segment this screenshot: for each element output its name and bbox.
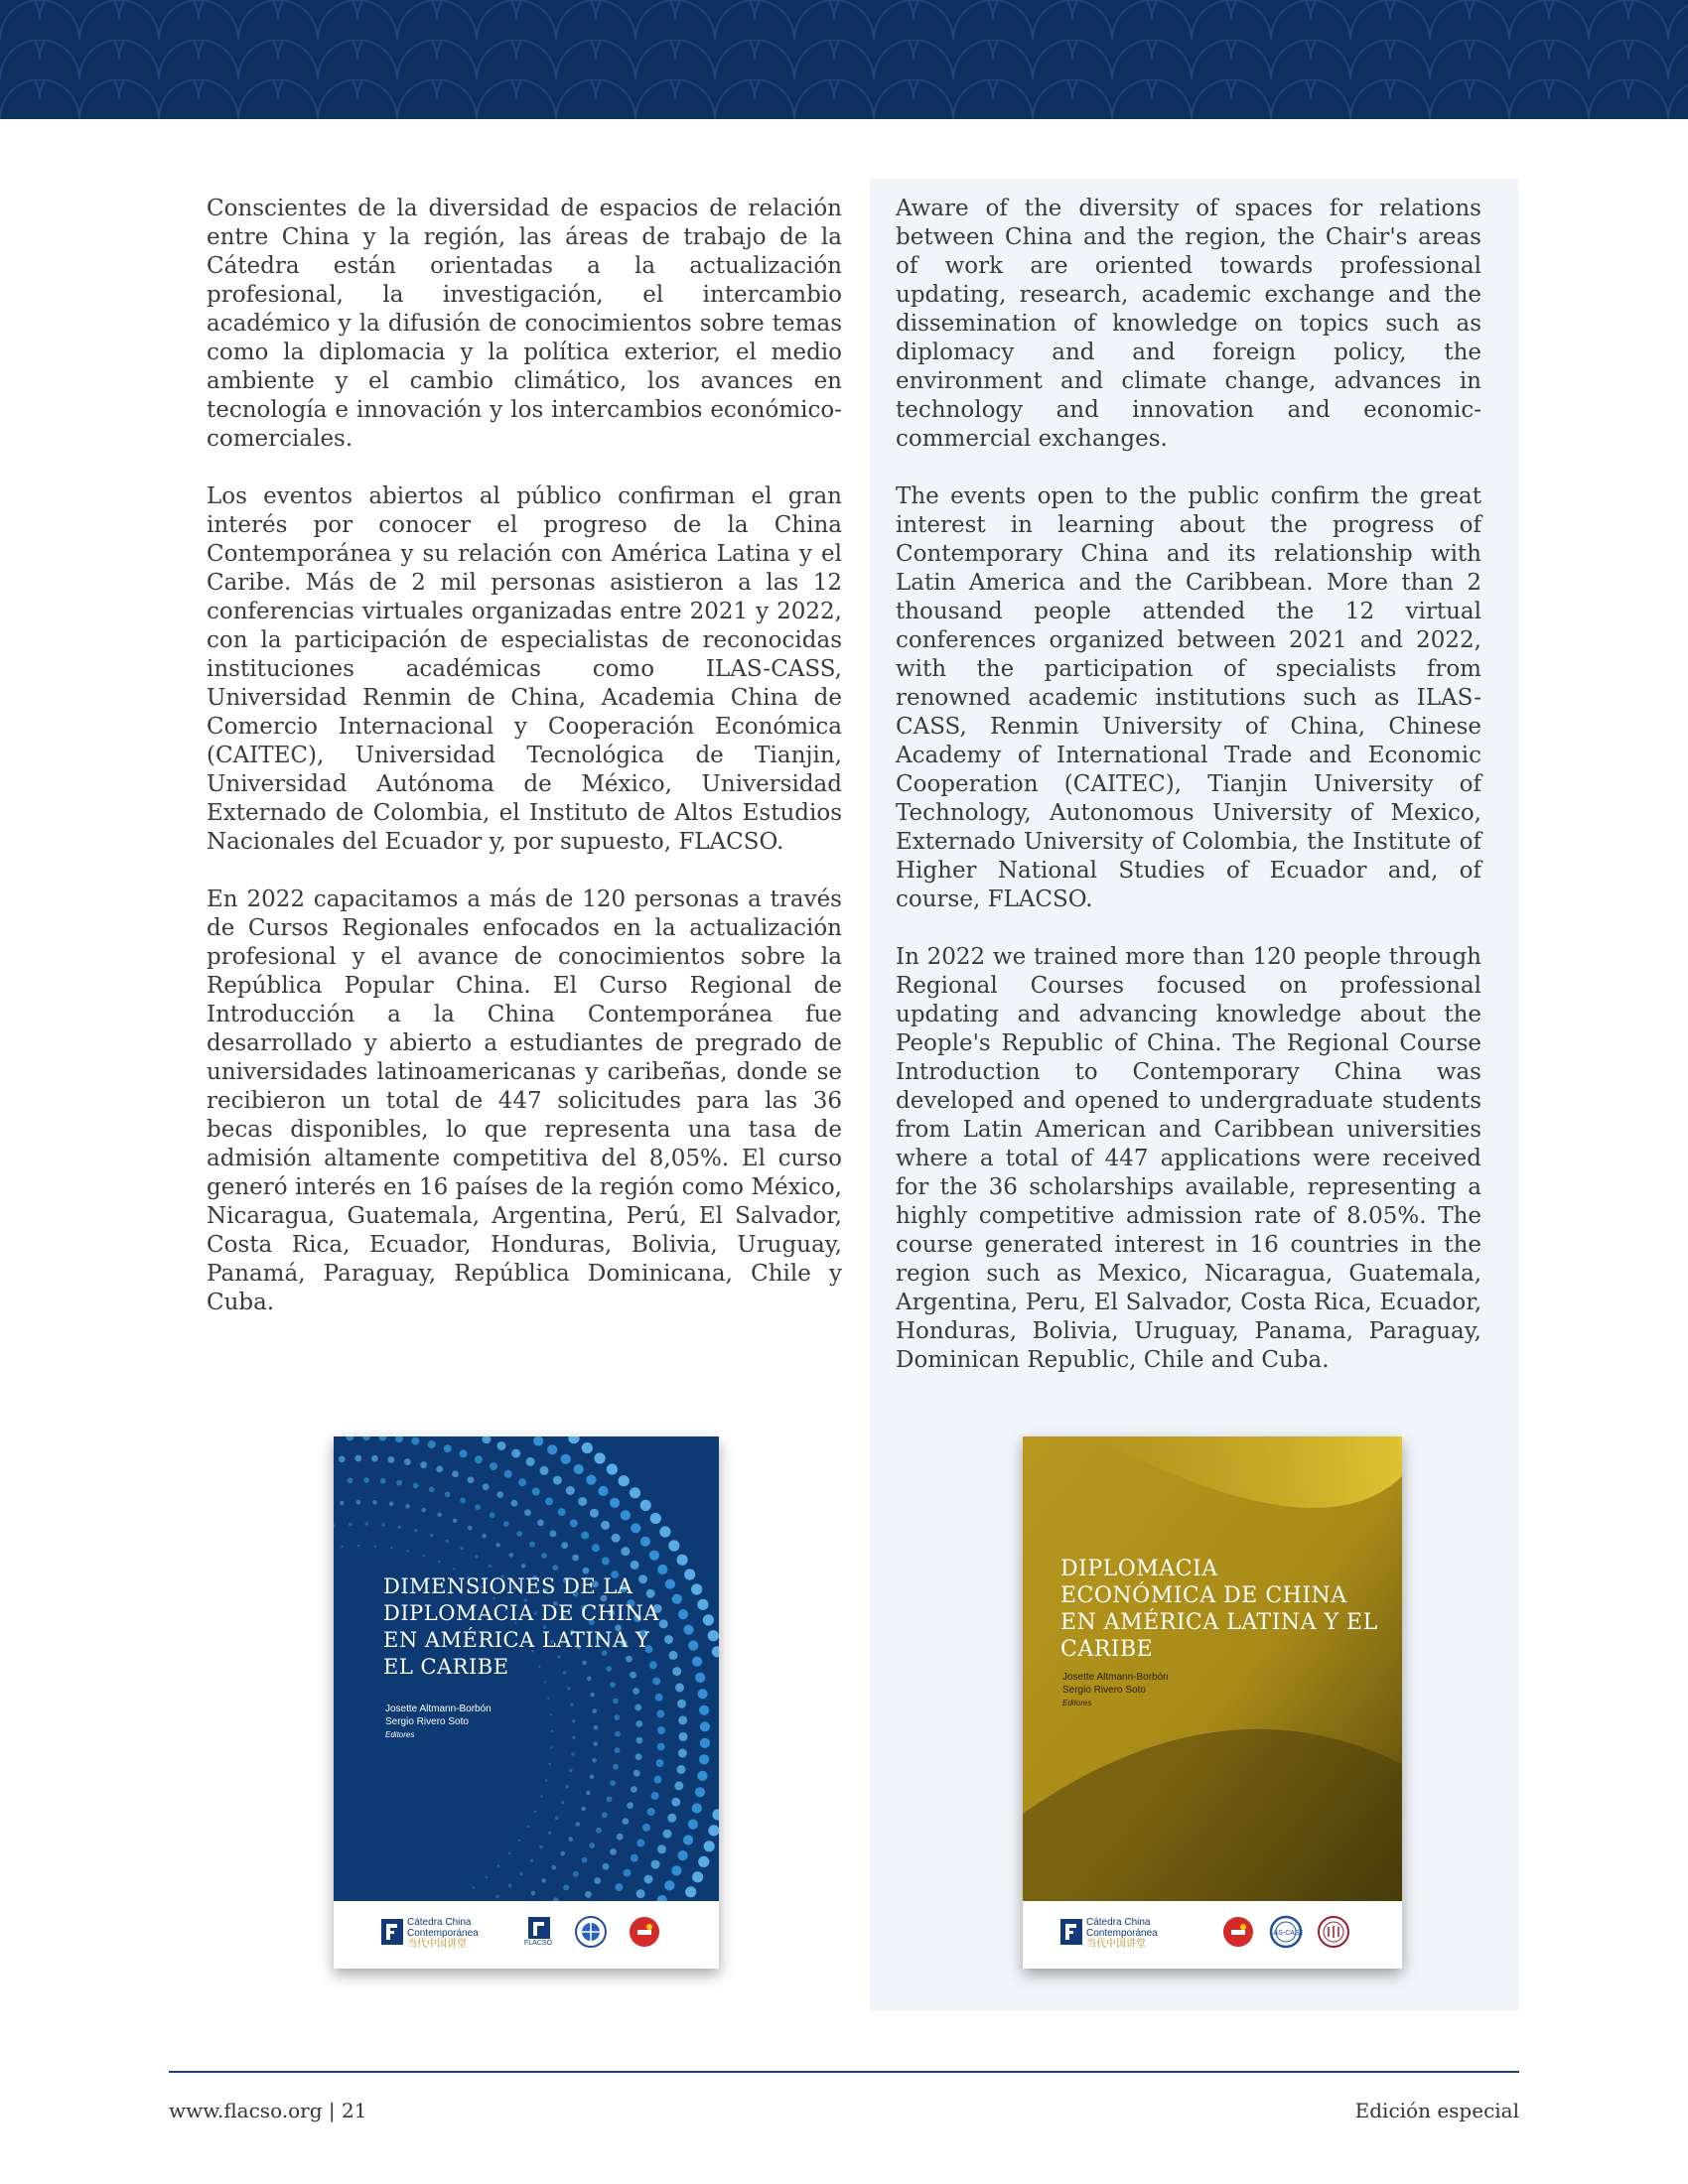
- decorative-dot: [541, 1878, 546, 1883]
- decorative-dot: [610, 1682, 616, 1688]
- decorative-dot: [697, 1771, 707, 1781]
- decorative-dot: [437, 1513, 442, 1518]
- decorative-dot: [621, 1547, 630, 1556]
- decorative-dot: [572, 1719, 576, 1723]
- decorative-dot: [379, 1436, 387, 1441]
- decorative-dot: [582, 1442, 593, 1453]
- spanish-paragraph-3: En 2022 capacitamos a más de 120 personas a través de Cursos Regionales enfocados en la actualización profesional y el avance de conocimientos sobre la República Popular China. El Curso Regional de Introducción a la China Contemporánea fue desarrollado y abierto a estudiantes de pregrado de universidades latinoamericanas y caribeñas, donde se recibieron un total de 447 solicitudes para las 36 becas disponibles, lo que representa una tasa de admisión altamente competitiva del 8,05%. El curso generó interés en 16 países de la región como México, Nicaragua, Guatemala, Argentina, Perú, El Salvador, Costa Rica, Ecuador, Honduras, Bolivia, Uruguay, Panamá, Paraguay, República Dominicana, Chile y Cuba.: [207, 887, 842, 1315]
- decorative-dot: [563, 1885, 569, 1891]
- decorative-dot: [519, 1871, 523, 1875]
- decorative-dot: [700, 1721, 710, 1731]
- decorative-dot: [703, 1614, 714, 1625]
- decorative-dot: [398, 1525, 402, 1529]
- university-seal-icon: [1317, 1915, 1350, 1949]
- book-editors: [385, 1703, 492, 1741]
- decorative-dot: [692, 1657, 702, 1667]
- decorative-dot: [674, 1781, 683, 1790]
- decorative-dot: [495, 1543, 500, 1548]
- decorative-dot: [356, 1500, 361, 1505]
- spanish-column: [207, 195, 842, 1346]
- decorative-dot: [511, 1500, 518, 1507]
- decorative-dot: [712, 1809, 719, 1820]
- decorative-dot: [413, 1483, 419, 1489]
- decorative-dot: [558, 1508, 566, 1516]
- decorative-dot: [636, 1840, 644, 1847]
- catedra-logo: [1060, 1917, 1170, 1953]
- decorative-dot: [555, 1816, 559, 1820]
- decorative-dot: [650, 1513, 661, 1524]
- decorative-dot: [610, 1848, 617, 1855]
- decorative-dot: [647, 1808, 655, 1816]
- decorative-dot: [482, 1534, 487, 1539]
- decorative-dot: [561, 1851, 566, 1856]
- decorative-dot: [640, 1537, 650, 1547]
- decorative-dot: [511, 1449, 520, 1458]
- decorative-dot: [602, 1812, 608, 1818]
- decorative-dot: [657, 1844, 666, 1853]
- editor-name: Josette Altmann-Borbón: [1062, 1672, 1169, 1683]
- catedra-logo: [381, 1917, 491, 1953]
- decorative-dot: [634, 1705, 641, 1711]
- decorative-dot: [695, 1787, 705, 1797]
- decorative-dot: [508, 1883, 512, 1887]
- decorative-dot: [548, 1831, 552, 1835]
- decorative-dot: [708, 1630, 719, 1641]
- decorative-dot: [346, 1436, 353, 1440]
- decorative-dot: [568, 1436, 579, 1443]
- decorative-dot: [595, 1452, 606, 1463]
- english-paragraph-2: The events open to the public confirm the great interest in learning about the progress of Contemporary China and its relationship with Latin America and the Caribbean. More than 2 thousand people attended the 12 virtual conferences organized between 2021 and 2022, with the participation of specialists from renowned academic institutions such as ILAS-CASS, Renmin University of China, Chinese Academy of International Trade and Economic Cooperation (CAITEC), Tianjin University of Technology, Autonomous University of Mexico, Externado University of Colombia, the Institute of Higher National Studies of Ecuador and, of course, FLACSO.: [896, 483, 1481, 912]
- decorative-dot: [655, 1694, 663, 1702]
- decorative-dot: [635, 1753, 642, 1760]
- decorative-dot: [460, 1498, 466, 1504]
- decorative-dot: [547, 1698, 549, 1700]
- decorative-dot: [581, 1532, 589, 1540]
- decorative-dot: [677, 1765, 686, 1774]
- decorative-dot: [395, 1436, 403, 1442]
- decorative-dot: [389, 1501, 394, 1506]
- logo-line: Cátedra China: [407, 1917, 472, 1928]
- decorative-dot: [420, 1461, 427, 1468]
- decorative-dot: [708, 1825, 719, 1836]
- decorative-dot: [651, 1792, 659, 1800]
- decorative-dot: [610, 1498, 620, 1508]
- decorative-dot: [444, 1444, 452, 1452]
- decorative-dot: [667, 1814, 676, 1823]
- decorative-dot: [445, 1492, 451, 1498]
- flacso-mark-icon: [1060, 1919, 1082, 1945]
- decorative-dot: [615, 1883, 623, 1891]
- decorative-dot: [423, 1555, 425, 1557]
- decorative-dot: [390, 1547, 392, 1549]
- decorative-dot: [621, 1510, 631, 1520]
- decorative-dot: [671, 1798, 680, 1807]
- decorative-dot: [380, 1478, 386, 1484]
- logo-chinese: 当代中国讲堂: [407, 1939, 467, 1950]
- decorative-dot: [678, 1715, 687, 1724]
- decorative-dot: [362, 1436, 370, 1440]
- decorative-dot: [483, 1483, 490, 1490]
- cover-logo-strip: [1023, 1901, 1402, 1969]
- decorative-dot: [365, 1522, 369, 1526]
- decorative-dot: [550, 1713, 552, 1715]
- decorative-dot: [657, 1726, 665, 1734]
- decorative-dot: [592, 1544, 600, 1552]
- decorative-dot: [516, 1531, 522, 1537]
- decorative-dot: [631, 1561, 639, 1570]
- decorative-dot: [524, 1509, 531, 1516]
- decorative-dot: [578, 1497, 587, 1506]
- decorative-dot: [533, 1436, 543, 1446]
- decorative-dot: [363, 1477, 369, 1483]
- decorative-dot: [490, 1512, 495, 1518]
- decorative-dot: [692, 1871, 703, 1882]
- decorative-dot: [468, 1476, 475, 1483]
- logo-chinese: 当代中国讲堂: [1086, 1939, 1146, 1950]
- header-wave-band: [0, 0, 1688, 119]
- decorative-dot: [627, 1802, 633, 1809]
- decorative-dot: [594, 1742, 599, 1747]
- decorative-dot: [603, 1863, 610, 1870]
- decorative-dot: [651, 1860, 660, 1869]
- decorative-dot: [633, 1688, 639, 1695]
- decorative-dot: [692, 1803, 702, 1813]
- logo-line: Contemporánea: [1086, 1928, 1158, 1939]
- decorative-dot: [615, 1714, 621, 1720]
- decorative-dot: [594, 1877, 601, 1884]
- university-seal: [1317, 1915, 1350, 1949]
- decorative-dot: [396, 1480, 402, 1486]
- decorative-dot: [407, 1550, 409, 1552]
- english-column: [896, 195, 1481, 1404]
- decorative-dot: [677, 1555, 688, 1566]
- decorative-dot: [663, 1830, 672, 1839]
- book-editors: [1062, 1671, 1169, 1709]
- decorative-dot: [688, 1820, 698, 1830]
- decorative-dot: [644, 1875, 653, 1884]
- decorative-dot: [475, 1555, 479, 1559]
- decorative-dot: [617, 1834, 624, 1841]
- decorative-dot: [695, 1673, 705, 1683]
- seal-text: ILAS-CASS: [1269, 1930, 1303, 1937]
- decorative-dot: [436, 1465, 443, 1472]
- decorative-dot: [530, 1859, 534, 1863]
- decorative-dot: [683, 1625, 693, 1635]
- decorative-dot: [473, 1886, 475, 1888]
- decorative-dot: [615, 1731, 621, 1737]
- decorative-dot: [664, 1880, 674, 1890]
- decorative-dot: [590, 1509, 599, 1518]
- decorative-dot: [679, 1732, 688, 1741]
- decorative-dot: [445, 1540, 449, 1544]
- decorative-dot: [429, 1487, 435, 1493]
- cover-logo-strip: [334, 1901, 719, 1969]
- decorative-dot: [678, 1749, 687, 1758]
- decorative-dot: [610, 1780, 616, 1786]
- decorative-dot: [596, 1828, 602, 1834]
- red-emblem-icon: [1221, 1915, 1255, 1949]
- decorative-dot: [594, 1725, 599, 1730]
- decorative-dot: [548, 1763, 550, 1765]
- decorative-dot: [615, 1747, 621, 1753]
- decorative-dot: [570, 1703, 574, 1706]
- decorative-dot: [573, 1871, 579, 1877]
- decorative-dot: [598, 1486, 608, 1496]
- decorative-dot: [348, 1478, 353, 1484]
- decorative-dot: [569, 1837, 574, 1842]
- decorative-dot: [341, 1546, 343, 1548]
- decorative-dot: [374, 1545, 376, 1547]
- decorative-dot: [497, 1441, 506, 1450]
- decorative-dot: [640, 1500, 651, 1511]
- decorative-dot: [518, 1840, 520, 1842]
- decorative-dot: [678, 1850, 688, 1860]
- decorative-dot: [699, 1706, 709, 1715]
- decorative-dot: [518, 1478, 526, 1486]
- book-title: DIMENSIONES DE LA DIPLOMACIA DE CHINA EN AMÉRICA LATINA Y EL CARIBE: [383, 1574, 659, 1679]
- decorative-dot: [561, 1801, 565, 1805]
- decorative-dot: [635, 1720, 642, 1727]
- decorative-dot: [567, 1687, 571, 1691]
- decorative-dot: [677, 1700, 686, 1708]
- decorative-dot: [438, 1561, 440, 1563]
- decorative-dot: [428, 1440, 436, 1448]
- editor-name: Sergio Rivero Soto: [385, 1716, 469, 1727]
- decorative-dot: [576, 1822, 581, 1827]
- decorative-dot: [566, 1785, 570, 1789]
- partner-seal: [1221, 1915, 1255, 1949]
- decorative-dot: [631, 1523, 640, 1533]
- decorative-dot: [551, 1865, 556, 1870]
- decorative-dot: [675, 1683, 684, 1692]
- decorative-dot: [532, 1488, 540, 1496]
- decorative-dot: [570, 1520, 578, 1528]
- decorative-dot: [590, 1693, 595, 1698]
- decorative-dot: [685, 1886, 696, 1897]
- editor-name: Josette Altmann-Borbón: [385, 1704, 492, 1714]
- decorative-dot: [636, 1889, 645, 1898]
- decorative-dot: [349, 1523, 352, 1527]
- decorative-dot: [624, 1869, 632, 1877]
- decorative-dot: [656, 1709, 664, 1717]
- decorative-dot: [414, 1529, 418, 1533]
- footer-url-page-number: www.flacso.org | 21: [169, 2099, 367, 2122]
- decorative-dot: [405, 1504, 410, 1509]
- decorative-dot: [475, 1504, 481, 1510]
- decorative-dot: [698, 1689, 708, 1699]
- decorative-dot: [633, 1770, 640, 1777]
- book-title: DIPLOMACIA ECONÓMICA DE CHINA EN AMÉRICA LATINA Y EL CARIBE: [1060, 1557, 1378, 1662]
- decorative-dot: [561, 1542, 568, 1549]
- decorative-dot: [691, 1583, 702, 1594]
- decorative-dot: [553, 1476, 562, 1485]
- decorative-dot: [612, 1534, 621, 1543]
- decorative-dot: [671, 1865, 681, 1875]
- decorative-dot: [495, 1895, 499, 1899]
- decorative-dot: [550, 1746, 552, 1748]
- decorative-dot: [593, 1708, 598, 1713]
- partner-seal: [628, 1915, 661, 1949]
- editors-label: Editores: [385, 1730, 415, 1739]
- decorative-dot: [571, 1752, 575, 1756]
- flacso-logo: [522, 1915, 556, 1949]
- decorative-dot: [688, 1641, 698, 1651]
- decorative-dot: [496, 1491, 503, 1498]
- decorative-dot: [404, 1458, 411, 1465]
- footer-divider: [169, 2071, 1519, 2073]
- red-emblem-icon: [628, 1915, 661, 1949]
- ilas-cass-seal-icon: [1269, 1915, 1303, 1949]
- decorative-dot: [712, 1646, 719, 1657]
- decorative-dot: [613, 1764, 619, 1770]
- flacso-mark-icon: [381, 1919, 403, 1945]
- partner-seal: [574, 1915, 608, 1949]
- decorative-dot: [698, 1856, 709, 1867]
- decorative-dot: [704, 1841, 715, 1851]
- decorative-dot: [668, 1540, 679, 1551]
- decorative-dot: [654, 1776, 662, 1784]
- decorative-dot: [630, 1487, 640, 1498]
- decorative-dot: [540, 1466, 549, 1475]
- flacso-label: FLACSO: [524, 1940, 553, 1947]
- decorative-dot: [372, 1500, 377, 1505]
- decorative-dot: [590, 1775, 595, 1780]
- editor-name: Sergio Rivero Soto: [1062, 1685, 1146, 1696]
- decorative-dot: [489, 1565, 492, 1569]
- decorative-dot: [521, 1564, 526, 1569]
- ilas-cass-seal: [1269, 1915, 1303, 1949]
- logo-line: Cátedra China: [1086, 1917, 1151, 1928]
- decorative-dot: [700, 1738, 710, 1748]
- decorative-dot: [527, 1826, 529, 1828]
- decorative-dot: [586, 1791, 591, 1796]
- decorative-dot: [592, 1758, 597, 1763]
- decorative-dot: [572, 1555, 579, 1562]
- decorative-dot: [475, 1455, 483, 1463]
- decorative-dot: [607, 1464, 618, 1475]
- decorative-dot: [574, 1464, 584, 1474]
- editors-label: Editores: [1062, 1699, 1092, 1707]
- decorative-dot: [566, 1486, 575, 1495]
- decorative-dot: [490, 1462, 497, 1470]
- decorative-dot: [642, 1824, 650, 1832]
- logo-line: Contemporánea: [407, 1928, 479, 1939]
- decorative-dot: [569, 1769, 573, 1773]
- decorative-dot: [649, 1551, 659, 1561]
- decorative-dot: [601, 1521, 610, 1530]
- decorative-dot: [552, 1565, 558, 1570]
- decorative-dot: [371, 1455, 378, 1462]
- decorative-dot: [411, 1437, 419, 1445]
- decorative-dot: [613, 1699, 619, 1705]
- decorative-dot: [683, 1835, 693, 1844]
- decorative-dot: [543, 1681, 545, 1683]
- spanish-paragraph-2: Los eventos abiertos al público confirman el gran interés por conocer el progreso de la China Contemporánea y su relación con América Latina y el Caribe. Más de 2 mil personas asistieron a las 12 conferencias virtuales organizadas entre 2021 y 2022, con la participación de especialistas de reconocidas instituciones académicas como ILAS-CASS, Universidad Renmin de China, Academia China de Comercio Internacional y Cooperación Económica (CAITEC), Universidad Tecnológica de Tianjin, Universidad Autónoma de México, Universidad Externado de Colombia, el Instituto de Altos Estudios Nacionales del Ecuador y, por supuesto, FLACSO.: [207, 483, 842, 855]
- english-paragraph-3: In 2022 we trained more than 120 people through Regional Courses focused on professional updating and advancing knowledge about the People's Republic of China. The Regional Course Introduction to Contemporary China was developed and opened to undergraduate students from Latin American and Caribbean universities where a total of 447 applications were received for the 36 scholarships available, representing a highly competitive admission rate of 8.05%. The course generated interest in 16 countries in the region such as Mexico, Nicaragua, Guatemala, Argentina, Peru, El Salvador, Costa Rica, Ecuador, Honduras, Bolivia, Uruguay, Panama, Paraguay, Dominican Republic, Chile and Cuba.: [896, 944, 1481, 1373]
- decorative-dot: [482, 1436, 491, 1443]
- decorative-dot: [537, 1520, 544, 1527]
- decorative-dot: [497, 1865, 499, 1867]
- decorative-dot: [486, 1876, 488, 1878]
- decorative-dot: [340, 1501, 345, 1506]
- decorative-dot: [534, 1811, 536, 1813]
- footer-edition-label: Edición especial: [1354, 2099, 1519, 2122]
- decorative-dot: [589, 1843, 595, 1848]
- decorative-dot: [561, 1454, 571, 1464]
- decorative-dot: [504, 1470, 512, 1478]
- decorative-dot: [453, 1519, 458, 1524]
- decorative-dot: [659, 1526, 670, 1537]
- decorative-dot: [699, 1754, 709, 1764]
- wave-pattern: [0, 0, 1688, 119]
- decorative-dot: [453, 1568, 455, 1570]
- decorative-dot: [540, 1795, 542, 1797]
- decorative-dot: [697, 1599, 708, 1610]
- decorative-dot: [684, 1569, 695, 1579]
- decorative-dot: [430, 1534, 434, 1538]
- book-cover-diplomacy-dimensions: [334, 1436, 719, 1969]
- decorative-dot: [547, 1444, 557, 1454]
- spanish-paragraph-1: Conscientes de la diversidad de espacios de relación entre China y la región, las áreas de trabajo de la Cátedra están orientadas a la actualización profesional, la investigación, el intercambio académico y la difusión de conocimientos sobre temas como la diplomacia y la política exterior, el medio ambiente y el cambio climático, los avances en tecnología e innovación y los intercambios económico-comerciales.: [207, 196, 842, 452]
- decorative-dot: [334, 1524, 336, 1528]
- decorative-dot: [460, 1449, 468, 1457]
- decorative-dot: [460, 1547, 464, 1551]
- decorative-dot: [607, 1797, 613, 1803]
- globe-seal-icon: [574, 1915, 608, 1949]
- decorative-dot: [581, 1807, 586, 1812]
- decorative-dot: [602, 1557, 610, 1565]
- decorative-dot: [631, 1854, 638, 1862]
- decorative-dot: [545, 1779, 547, 1781]
- decorative-dot: [582, 1857, 588, 1863]
- decorative-dot: [636, 1737, 643, 1744]
- decorative-dot: [631, 1786, 637, 1793]
- decorative-dot: [656, 1759, 664, 1767]
- decorative-dot: [529, 1542, 535, 1548]
- decorative-dot: [585, 1891, 592, 1898]
- decorative-dot: [508, 1852, 510, 1854]
- decorative-dot: [526, 1457, 535, 1466]
- decorative-dot: [354, 1455, 361, 1462]
- decorative-dot: [545, 1497, 553, 1505]
- decorative-dot: [452, 1470, 459, 1477]
- book-cover-economic-diplomacy: [1023, 1436, 1402, 1969]
- decorative-dot: [388, 1456, 395, 1463]
- decorative-dot: [539, 1845, 543, 1849]
- decorative-dot: [531, 1891, 536, 1896]
- decorative-dot: [586, 1475, 596, 1485]
- decorative-dot: [468, 1526, 473, 1531]
- decorative-dot: [503, 1521, 509, 1527]
- decorative-dot: [551, 1730, 553, 1732]
- decorative-dot: [550, 1531, 557, 1538]
- decorative-dot: [619, 1475, 630, 1486]
- decorative-dot: [657, 1743, 665, 1751]
- decorative-dot: [357, 1545, 359, 1547]
- decorative-dot: [421, 1508, 426, 1513]
- decorative-dot: [339, 1456, 346, 1463]
- decorative-dot: [541, 1553, 547, 1559]
- decorative-dot: [572, 1736, 576, 1740]
- gold-gradient-arc: [1023, 1436, 1402, 1901]
- decorative-dot: [509, 1553, 514, 1558]
- decorative-dot: [622, 1818, 629, 1825]
- english-paragraph-1: Aware of the diversity of spaces for relations between China and the region, the Chair's areas of work are oriented towards professional updating, research, academic exchange and the dissemination of knowledge on topics such as diplomacy and and foreign policy, the environment and climate change, advances in technology and innovation and economic-commercial exchanges.: [896, 196, 1481, 452]
- decorative-dot: [381, 1523, 385, 1527]
